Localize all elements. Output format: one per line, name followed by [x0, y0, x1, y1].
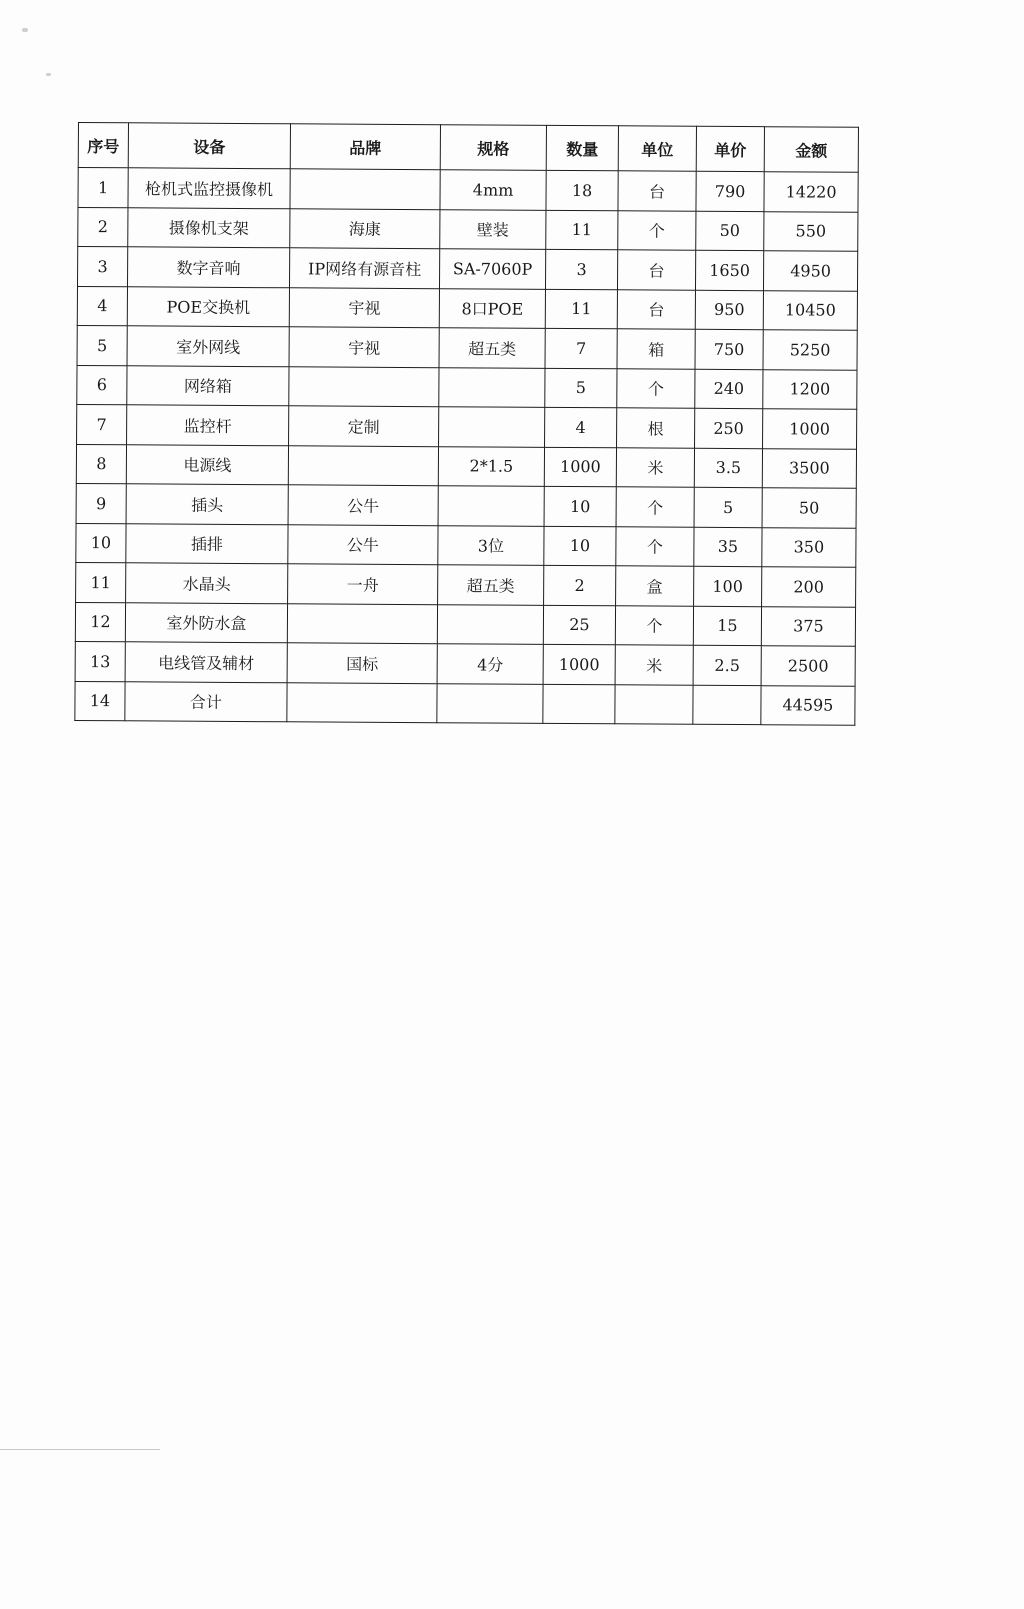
cell-price: 2.5 — [693, 645, 761, 685]
header-brand: 品牌 — [290, 124, 440, 170]
cell-qty: 5 — [545, 368, 617, 408]
cell-brand: 宇视 — [289, 327, 439, 367]
cell-price: 950 — [695, 290, 763, 330]
cell-spec — [439, 367, 545, 407]
cell-no: 8 — [76, 444, 126, 484]
cell-unit: 盒 — [616, 566, 694, 606]
cell-device: 摄像机支架 — [128, 207, 290, 247]
cell-price: 50 — [696, 211, 764, 251]
cell-spec: SA-7060P — [439, 249, 545, 289]
cell-unit: 个 — [618, 210, 696, 250]
table-row — [76, 444, 856, 488]
cell-brand — [288, 445, 438, 485]
cell-qty: 18 — [546, 170, 618, 210]
cell-qty: 25 — [543, 605, 615, 645]
cell-no: 3 — [77, 247, 127, 287]
cell-brand — [287, 682, 437, 722]
header-spec: 规格 — [440, 125, 546, 171]
cell-device: 电线管及辅材 — [125, 642, 287, 682]
cell-spec: 超五类 — [439, 328, 545, 368]
cell-price: 240 — [695, 369, 763, 409]
cell-device: 水晶头 — [126, 563, 288, 603]
cell-price — [693, 685, 761, 725]
cell-amount: 375 — [761, 606, 855, 646]
cell-qty: 7 — [545, 328, 617, 368]
cell-brand — [290, 169, 440, 209]
cell-spec: 超五类 — [438, 565, 544, 605]
cell-brand: 国标 — [287, 643, 437, 683]
cell-no: 1 — [78, 168, 128, 208]
cell-qty: 10 — [544, 526, 616, 566]
table-header-row — [78, 123, 858, 173]
cell-qty: 3 — [545, 249, 617, 289]
table-total-row — [75, 681, 855, 725]
cell-amount: 50 — [762, 488, 856, 528]
table-row — [76, 562, 856, 606]
cell-device: 插头 — [126, 484, 288, 524]
cell-unit: 个 — [616, 487, 694, 527]
cell-device: 枪机式监控摄像机 — [128, 168, 290, 208]
cell-unit: 米 — [616, 447, 694, 487]
cell-no: 2 — [78, 207, 128, 247]
cell-amount: 2500 — [761, 646, 855, 686]
cell-brand: 一舟 — [288, 564, 438, 604]
cell-price: 5 — [694, 487, 762, 527]
cell-unit — [615, 684, 693, 724]
cell-device: 电源线 — [126, 444, 288, 484]
cell-device: 监控杆 — [127, 405, 289, 445]
cell-brand: 公牛 — [288, 485, 438, 525]
cell-amount: 1200 — [763, 369, 857, 409]
table-row — [77, 286, 857, 330]
table-body — [75, 168, 858, 726]
header-device: 设备 — [128, 123, 290, 169]
table-row — [76, 523, 856, 567]
cell-amount: 10450 — [763, 290, 857, 330]
cell-price: 1650 — [695, 250, 763, 290]
cell-unit: 个 — [615, 605, 693, 645]
cell-total-label: 合计 — [125, 681, 287, 721]
cell-spec: 2*1.5 — [438, 446, 544, 486]
cell-spec — [437, 683, 543, 723]
cell-qty: 2 — [544, 565, 616, 605]
cell-no: 12 — [75, 602, 125, 642]
header-price: 单价 — [696, 126, 764, 171]
cell-qty — [543, 684, 615, 724]
cell-device: 室外防水盒 — [125, 602, 287, 642]
cell-device: 插排 — [126, 523, 288, 563]
table-row — [77, 365, 857, 409]
cell-brand: IP网络有源音柱 — [289, 248, 439, 288]
cell-qty: 1000 — [543, 644, 615, 684]
cell-price: 790 — [696, 171, 764, 211]
cell-unit: 台 — [618, 171, 696, 211]
cell-no: 14 — [75, 681, 125, 721]
cell-qty: 10 — [544, 486, 616, 526]
scan-speck — [46, 73, 51, 76]
cell-unit: 根 — [617, 408, 695, 448]
table-row — [78, 207, 858, 251]
cell-no: 13 — [75, 641, 125, 681]
cell-price: 3.5 — [694, 448, 762, 488]
cell-qty: 4 — [545, 407, 617, 447]
cell-brand: 海康 — [290, 208, 440, 248]
quotation-table-wrapper — [74, 122, 858, 726]
cell-amount: 14220 — [764, 172, 858, 212]
table-row — [77, 247, 857, 291]
cell-spec: 8口POE — [439, 288, 545, 328]
header-qty: 数量 — [546, 125, 618, 170]
cell-unit: 个 — [616, 526, 694, 566]
scan-speck — [22, 28, 28, 32]
cell-unit: 台 — [617, 250, 695, 290]
table-row — [78, 168, 858, 212]
cell-amount: 200 — [762, 567, 856, 607]
header-unit: 单位 — [618, 126, 696, 171]
cell-amount: 3500 — [762, 448, 856, 488]
cell-qty: 11 — [546, 210, 618, 250]
cell-amount: 4950 — [763, 251, 857, 291]
header-no: 序号 — [78, 123, 128, 168]
cell-amount: 550 — [764, 211, 858, 251]
cell-brand: 定制 — [289, 406, 439, 446]
cell-no: 7 — [77, 404, 127, 444]
cell-amount: 350 — [762, 527, 856, 567]
cell-price: 100 — [694, 566, 762, 606]
cell-unit: 台 — [617, 289, 695, 329]
cell-spec: 壁装 — [440, 209, 546, 249]
cell-unit: 米 — [615, 645, 693, 685]
cell-no: 6 — [77, 365, 127, 405]
cell-spec: 4mm — [440, 170, 546, 210]
header-amount: 金额 — [764, 127, 858, 173]
cell-price: 35 — [694, 527, 762, 567]
cell-price: 15 — [693, 606, 761, 646]
cell-spec — [439, 407, 545, 447]
cell-spec: 3位 — [438, 525, 544, 565]
cell-amount: 1000 — [763, 409, 857, 449]
cell-device: 网络箱 — [127, 365, 289, 405]
cell-no: 9 — [76, 483, 126, 523]
cell-brand — [289, 366, 439, 406]
table-row — [77, 404, 857, 448]
cell-unit: 个 — [617, 368, 695, 408]
cell-unit: 箱 — [617, 329, 695, 369]
cell-device: 数字音响 — [127, 247, 289, 287]
cell-no: 5 — [77, 325, 127, 365]
scan-edge-line — [0, 1449, 160, 1450]
cell-brand: 公牛 — [288, 524, 438, 564]
cell-brand: 宇视 — [289, 287, 439, 327]
table-row — [76, 483, 856, 527]
table-row — [77, 325, 857, 369]
cell-price: 750 — [695, 329, 763, 369]
cell-device: 室外网线 — [127, 326, 289, 366]
cell-amount: 5250 — [763, 330, 857, 370]
cell-no: 10 — [76, 523, 126, 563]
cell-device: POE交换机 — [127, 286, 289, 326]
cell-no: 4 — [77, 286, 127, 326]
cell-qty: 11 — [545, 289, 617, 329]
quotation-table — [74, 122, 859, 726]
cell-brand — [287, 603, 437, 643]
cell-qty: 1000 — [544, 447, 616, 487]
cell-spec — [438, 486, 544, 526]
cell-spec — [437, 604, 543, 644]
cell-spec: 4分 — [437, 644, 543, 684]
table-row — [75, 641, 855, 685]
cell-price: 250 — [695, 408, 763, 448]
cell-no: 11 — [76, 562, 126, 602]
table-row — [75, 602, 855, 646]
cell-total-amount: 44595 — [761, 685, 855, 725]
